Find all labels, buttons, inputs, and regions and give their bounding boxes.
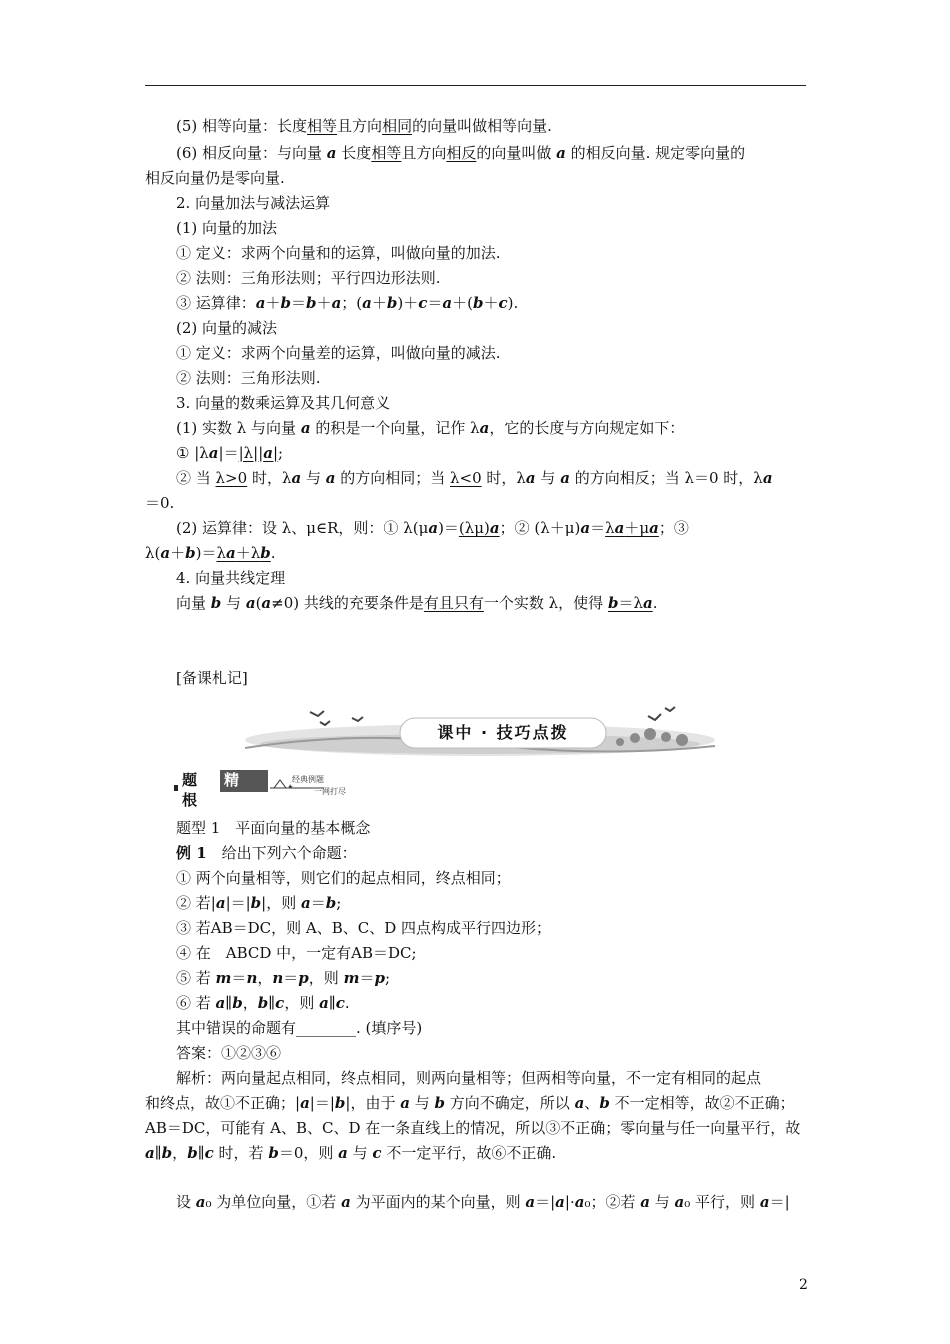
text-line: ① 定义：求两个向量差的运算，叫做向量的减法.: [176, 344, 501, 362]
text-line: ③ 若AB＝DC，则 A、B、C、D 四点构成平行四边形；: [176, 919, 552, 937]
text-line: ⑤ 若 m＝n，n＝p，则 m＝p;: [176, 969, 391, 987]
text-line: 3. 向量的数乘运算及其几何意义: [176, 394, 391, 412]
text-line: a∥b，b∥c 时，若 b＝0，则 a 与 c 不一定平行，故⑥不正确.: [145, 1144, 557, 1162]
text-line: (1) 向量的加法: [176, 219, 278, 237]
text-line: ② 若|a|＝|b|，则 a＝b;: [176, 894, 342, 912]
text-line: 题型 1 平面向量的基本概念: [176, 819, 371, 837]
text-line: 向量 b 与 a(a≠0) 共线的充要条件是有且只有一个实数 λ，使得 b＝λa.: [176, 594, 658, 612]
text-line: [备课札记]: [176, 669, 248, 687]
tag-label-left: 题根: [182, 771, 198, 809]
text-line: ② 法则：三角形法则.: [176, 369, 321, 387]
text-line: (2) 运算律：设 λ、μ∈R，则：① λ(μa)＝(λμ)a；② (λ＋μ)a＝λa＋μa；③: [176, 519, 689, 537]
text-line: 2. 向量加法与减法运算: [176, 194, 331, 212]
text-line: 4. 向量共线定理: [176, 569, 286, 587]
text-line: (1) 实数 λ 与向量 a 的积是一个向量，记作 λa，它的长度与方向规定如下：: [176, 419, 685, 437]
text-line: λ(a＋b)＝λa＋λb.: [145, 544, 276, 562]
section-banner: [240, 700, 720, 762]
text-line: 相反向量仍是零向量.: [145, 169, 285, 187]
header-rule: [145, 85, 806, 86]
text-line: ④ 在 ABCD 中，一定有AB＝DC;: [176, 944, 417, 962]
text-line: 其中错误的命题有________. (填序号): [176, 1019, 423, 1037]
text-line: ① 定义：求两个向量和的运算，叫做向量的加法.: [176, 244, 501, 262]
text-line: (2) 向量的减法: [176, 319, 278, 337]
text-line: ② 法则：三角形法则；平行四边形法则.: [176, 269, 441, 287]
tag-label-right: 精选: [224, 771, 240, 809]
text-line: 答案：①②③⑥: [176, 1044, 282, 1062]
text-line: ② 当 λ>0 时，λa 与 a 的方向相同；当 λ<0 时，λa 与 a 的方向相反；当 λ＝0 时，λa: [176, 469, 773, 487]
tag-caption-bottom: 一网打尽: [314, 787, 346, 796]
text-line: (6) 相反向量：与向量 a 长度相等且方向相反的向量叫做 a 的相反向量. 规定零向量的: [176, 144, 746, 162]
text-line: ③ 运算律：a＋b＝b＋a；(a＋b)＋c＝a＋(b＋c).: [176, 294, 519, 312]
text-line: 例 1 给出下列六个命题：: [176, 844, 357, 862]
text-line: 和终点，故①不正确；|a|＝|b|，由于 a 与 b 方向不确定，所以 a、b 不一定相等，故②不正确；: [145, 1094, 795, 1112]
page-number: 2: [799, 1277, 808, 1293]
text-line: AB＝DC，可能有 A、B、C、D 在一条直线上的情况，所以③不正确；零向量与任一向量平行，故: [145, 1119, 801, 1137]
tag-caption-top: 经典例题: [292, 775, 324, 784]
text-line: ① 两个向量相等，则它们的起点相同，终点相同；: [176, 869, 511, 887]
text-line: 解析：两向量起点相同，终点相同，则两向量相等；但两相等向量，不一定有相同的起点: [176, 1069, 762, 1087]
banner-title: 课中 · 技巧点拨: [437, 723, 569, 742]
text-line: ① |λa|＝|λ||a|;: [176, 444, 284, 462]
text-line: ＝0.: [145, 494, 175, 512]
text-line: ⑥ 若 a∥b，b∥c，则 a∥c.: [176, 994, 350, 1012]
text-line: 设 a₀ 为单位向量，①若 a 为平面内的某个向量，则 a＝|a|·a₀；②若 a 与 a₀ 平行，则 a＝|: [176, 1193, 790, 1211]
text-line: (5) 相等向量：长度相等且方向相同的向量叫做相等向量.: [176, 117, 552, 135]
